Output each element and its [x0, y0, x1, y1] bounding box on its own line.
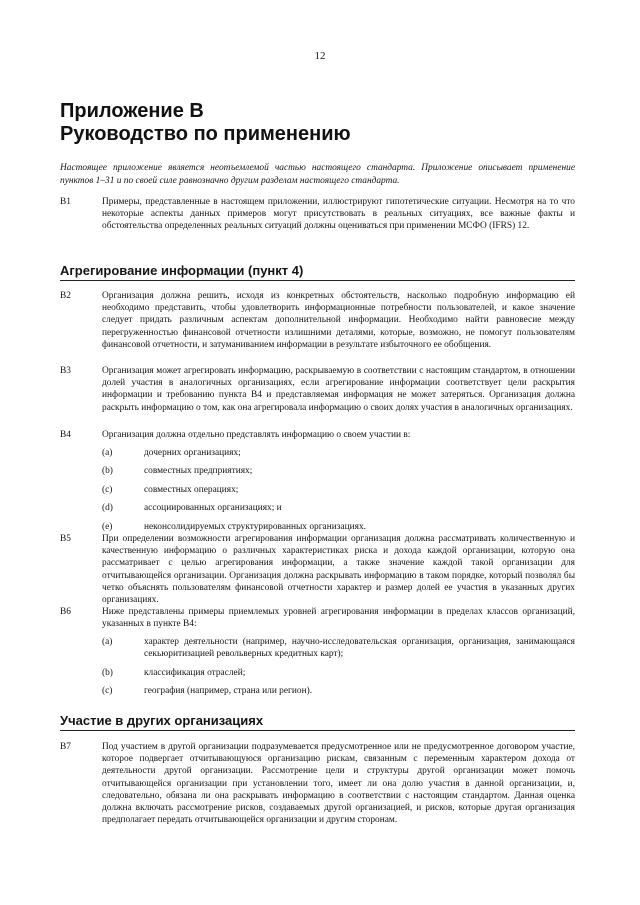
list-marker: (d): [102, 503, 113, 514]
list-marker: (a): [102, 448, 113, 458]
list-item-text: характер деятельности (например, научно-исследовательская организация, организация, занимающаяся секьюритизацией револьверных кредитных карт);: [144, 637, 575, 660]
paragraph-text: Организация должна отдельно представлять информацию о своем участии в:: [102, 430, 411, 440]
paragraph-number: B7: [60, 742, 71, 752]
paragraph-text: Организация может агрегировать информацию, раскрываемую в соответствии с настоящим стандартом, в отношении долей участия в аналогичных организациях, если агрегирование информации соответствует цели раскрытия информации и требованию пункта B4 и представляемая информация не может затеряться. Организация должна раскрыть информацию о том, как она агрегировала информацию о своих долях участия в аналогичных организациях.: [102, 366, 575, 413]
paragraph-b4-list: [60, 447, 575, 539]
paragraph-number: B2: [60, 291, 71, 301]
list-item-text: дочерних организациях;: [144, 448, 241, 458]
list-item: [102, 685, 575, 697]
list-item-text: ассоциированных организациях; и: [144, 503, 282, 514]
list-item: [102, 447, 575, 459]
paragraph-b1: [60, 196, 575, 233]
page-number: 12: [314, 50, 326, 62]
list-item-text: классификация отраслей;: [144, 667, 246, 678]
paragraph-b6-list: [60, 636, 575, 703]
list-marker: (c): [102, 484, 113, 495]
list-item-text: неконсолидируемых структурированных организациях.: [144, 521, 366, 532]
paragraph-text: Ниже представлены примеры приемлемых уровней агрегирования информации в пределах классов организаций, указанных в пункте B4:: [102, 607, 575, 630]
section-heading-participation: Участие в других организациях: [60, 713, 575, 731]
appendix-title-line2: Руководство по применению: [60, 123, 351, 145]
paragraph-number: B3: [60, 366, 71, 376]
paragraph-number: B6: [60, 607, 71, 617]
list-item-text: совместных операциях;: [144, 484, 239, 495]
intro-text: Настоящее приложение является неотъемлемой частью настоящего стандарта. Приложение описывает применение пунктов 1–31 и по своей силе равнозначно другим разделам настоящего стандарта.: [60, 163, 575, 186]
list-marker: (c): [102, 685, 113, 696]
paragraph-b5: [60, 533, 575, 606]
paragraph-b4: [60, 429, 575, 441]
paragraph-b7: [60, 741, 575, 826]
list-item: [102, 636, 575, 660]
list-item: [102, 521, 575, 533]
paragraph-b2: [60, 290, 575, 351]
paragraph-text: При определении возможности агрегирования информации организация должна рассматривать количественную и качественную информацию о различных характеристиках риска и дохода каждой организации, которую она рассматривает с целью агрегирования информации, а также значение каждой такой организации для отчитывающейся организации. Организация должна раскрывать информацию в таком порядке, который позволял бы четко объяснять пользователям финансовой отчетности характер и размер долей ее участия в указанных других организациях.: [102, 534, 575, 606]
appendix-title-line1: Приложение В: [60, 100, 204, 122]
list-item: [102, 484, 575, 496]
paragraph-number: B4: [60, 430, 71, 440]
paragraph-b6: [60, 606, 575, 630]
appendix-title: [60, 100, 351, 146]
paragraph-number: B5: [60, 534, 71, 544]
paragraph-text: Под участием в другой организации подразумевается предусмотренное или не предусмотренное договором участие, которое подвергает отчитывающуюся организацию рискам, связанным с переменным характером дохода от деятельности другой организации. Рассмотрение цели и структуры другой организации может помочь отчитывающейся организации при установлении того, имеет ли она долю участия в данной организации, и, следовательно, обязана ли она раскрывать информацию в соответствии с настоящим стандартом. Данная оценка должна включать рассмотрение рисков, создаваемых другой организацией, и рисков, которые другая организация предполагает передать отчитывающейся организации и другим сторонам.: [102, 742, 575, 826]
list-item: [102, 465, 575, 477]
paragraph-text: Примеры, представленные в настоящем приложении, иллюстрируют гипотетические ситуации. Несмотря на то что некоторые аспекты данных примеров могут присутствовать в реальных ситуациях, все важные факты и обстоятельства определенных реальных ситуаций должны оцениваться при применении МСФО (IFRS) 12.: [102, 197, 575, 232]
paragraph-b3: [60, 365, 575, 414]
paragraph-number: B1: [60, 197, 71, 207]
paragraph-text: Организация должна решить, исходя из конкретных обстоятельств, насколько подробную информацию ей необходимо представить, чтобы удовлетворить информационные потребности пользователей, и какое значение следует придать различным аспектам дополнительной информации. Необходимо найти равновесие между перегруженностью финансовой отчетности излишними деталями, которые, возможно, не помогут пользователям финансовой отчетности, и затуманиванием информации в результате избыточного ее обобщения.: [102, 291, 575, 350]
section-heading-aggregation: Агрегирование информации (пункт 4): [60, 263, 575, 281]
list-marker: (e): [102, 521, 113, 532]
list-item: [102, 667, 575, 679]
list-item-text: география (например, страна или регион).: [144, 685, 313, 696]
list-marker: (a): [102, 637, 113, 647]
list-item: [102, 502, 575, 514]
list-item-text: совместных предприятиях;: [144, 466, 253, 477]
list-marker: (b): [102, 667, 113, 678]
list-marker: (b): [102, 466, 113, 477]
